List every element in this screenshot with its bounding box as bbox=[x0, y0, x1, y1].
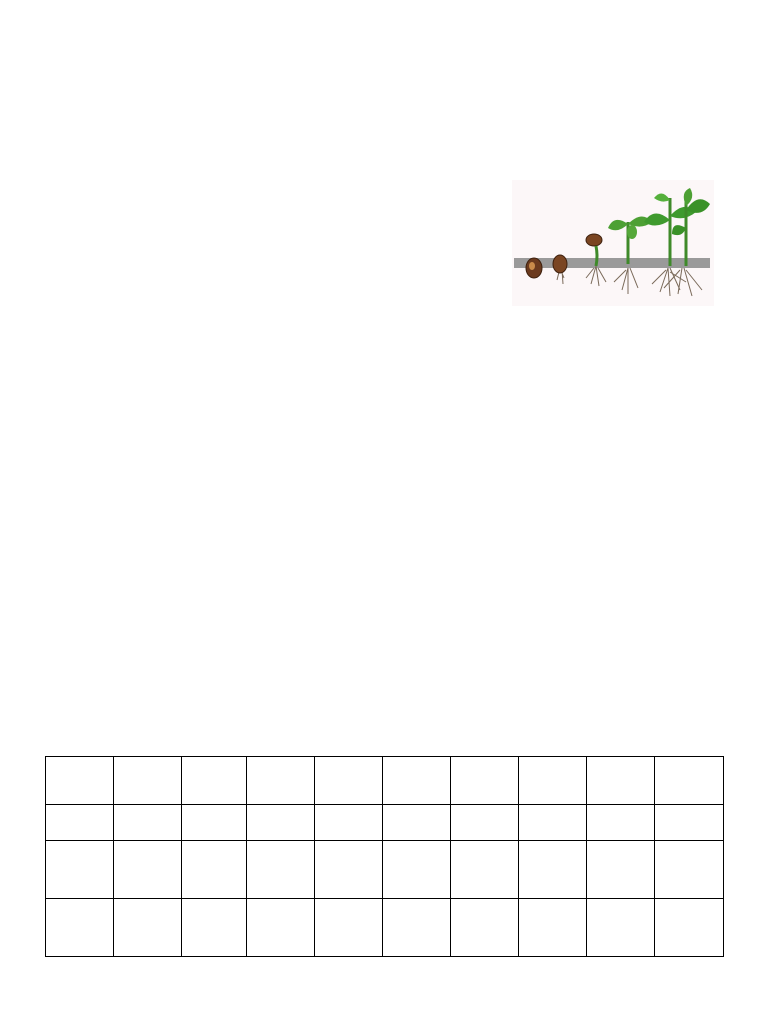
table-cell bbox=[46, 899, 114, 957]
table-cell bbox=[315, 805, 383, 841]
table-cell bbox=[182, 841, 247, 899]
table-cell bbox=[519, 899, 587, 957]
table-cell bbox=[114, 899, 182, 957]
results-table bbox=[45, 756, 724, 957]
table-cell bbox=[46, 841, 114, 899]
table-cell bbox=[451, 805, 519, 841]
table-cell bbox=[587, 841, 655, 899]
table-cell bbox=[655, 805, 724, 841]
table-cell bbox=[587, 899, 655, 957]
table-cell bbox=[519, 841, 587, 899]
table-row bbox=[46, 805, 724, 841]
table-cell bbox=[315, 841, 383, 899]
table-cell bbox=[383, 899, 451, 957]
table-cell bbox=[182, 805, 247, 841]
table-cell bbox=[247, 841, 315, 899]
table-cell bbox=[247, 805, 315, 841]
table-cell bbox=[655, 841, 724, 899]
table-header-row bbox=[46, 757, 724, 805]
table-cell bbox=[182, 899, 247, 957]
table-cell bbox=[114, 805, 182, 841]
seed-germination-stages-icon bbox=[512, 180, 714, 306]
table-cell bbox=[383, 841, 451, 899]
table-cell bbox=[655, 899, 724, 957]
table-header-cell bbox=[315, 757, 383, 805]
table-header-cell bbox=[587, 757, 655, 805]
table-row bbox=[46, 899, 724, 957]
table-header-cell bbox=[383, 757, 451, 805]
table-cell bbox=[315, 899, 383, 957]
table-cell bbox=[519, 805, 587, 841]
table-header-cell bbox=[655, 757, 724, 805]
table-header-cell bbox=[451, 757, 519, 805]
table-row bbox=[46, 841, 724, 899]
table-header-cell bbox=[182, 757, 247, 805]
table-header-cell bbox=[114, 757, 182, 805]
table-cell bbox=[383, 805, 451, 841]
table-cell bbox=[587, 805, 655, 841]
table-header-cell bbox=[46, 757, 114, 805]
table-cell bbox=[451, 899, 519, 957]
table-header-cell bbox=[247, 757, 315, 805]
table-header-cell bbox=[519, 757, 587, 805]
table-cell bbox=[247, 899, 315, 957]
table-cell bbox=[451, 841, 519, 899]
table-cell bbox=[114, 841, 182, 899]
table-cell bbox=[46, 805, 114, 841]
